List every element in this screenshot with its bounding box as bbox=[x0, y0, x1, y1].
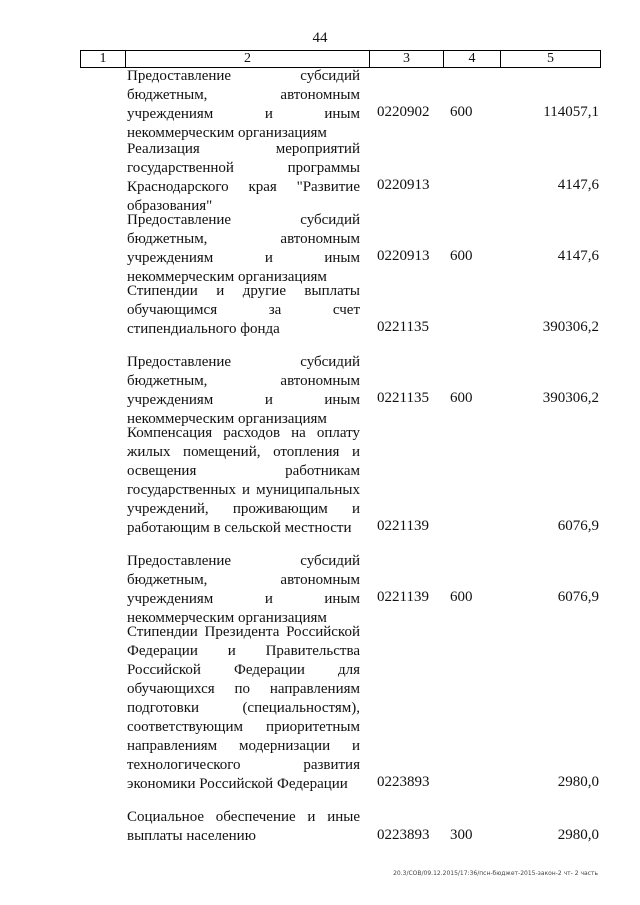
column-header-4: 4 bbox=[444, 51, 501, 67]
row-amount: 4147,6 bbox=[557, 177, 599, 193]
row-description: Предоставление субсидий бюджетным, автономным учреждениям и иным некоммерческим организациям bbox=[127, 212, 360, 285]
table-body bbox=[0, 67, 640, 848]
row-description: Реализация мероприятий государственной программы Краснодарского края "Развитие образования" bbox=[127, 141, 360, 214]
row-amount: 390306,2 bbox=[542, 390, 599, 406]
row-code: 0221139 bbox=[377, 589, 429, 605]
row-amount: 2980,0 bbox=[557, 774, 599, 790]
table-row bbox=[0, 808, 640, 848]
row-expense-type: 600 bbox=[450, 589, 473, 605]
column-header-5: 5 bbox=[547, 51, 554, 66]
row-description: Предоставление субсидий бюджетным, автономным учреждениям и иным некоммерческим организациям bbox=[127, 553, 360, 626]
column-header-2: 2 bbox=[126, 51, 370, 67]
row-code: 0223893 bbox=[377, 774, 430, 790]
row-code: 0223893 bbox=[377, 827, 430, 843]
row-expense-type: 600 bbox=[450, 248, 473, 264]
page-number: 44 bbox=[312, 30, 328, 46]
row-amount: 6076,9 bbox=[557, 589, 599, 605]
row-description: Предоставление субсидий бюджетным, автономным учреждениям и иным некоммерческим организациям bbox=[127, 68, 360, 141]
row-code: 0220902 bbox=[377, 104, 430, 120]
row-description: Стипендии Президента Российской Федерации и Правительства Российской Федерации для обучающихся по направлениям подготовки (специальностям), соответствующим приоритетным направлениям модернизации и технологического развития экономики Российской Федерации bbox=[127, 624, 360, 792]
column-header-1: 1 bbox=[81, 51, 126, 67]
row-code: 0221139 bbox=[377, 518, 429, 534]
table-row bbox=[0, 353, 640, 427]
column-header-3: 3 bbox=[370, 51, 444, 67]
row-code: 0220913 bbox=[377, 248, 430, 264]
table-row bbox=[0, 140, 640, 214]
table-row bbox=[0, 552, 640, 626]
table-row bbox=[0, 623, 640, 796]
row-amount: 2980,0 bbox=[557, 827, 599, 843]
row-amount: 6076,9 bbox=[557, 518, 599, 534]
row-description: Предоставление субсидий бюджетным, автономным учреждениям и иным некоммерческим организациям bbox=[127, 354, 360, 427]
table-row bbox=[0, 67, 640, 141]
row-description: Социальное обеспечение и иные выплаты населению bbox=[127, 809, 360, 844]
row-expense-type: 300 bbox=[450, 827, 473, 843]
row-code: 0221135 bbox=[377, 390, 429, 406]
row-code: 0220913 bbox=[377, 177, 430, 193]
row-code: 0221135 bbox=[377, 319, 429, 335]
table-row bbox=[0, 211, 640, 285]
table-row bbox=[0, 424, 640, 540]
table-row bbox=[0, 282, 640, 341]
row-amount: 114057,1 bbox=[543, 104, 599, 120]
table-header bbox=[80, 50, 601, 68]
row-description: Компенсация расходов на оплату жилых помещений, отопления и освещения работникам государственных и муниципальных учреждений, проживающим и работающим в сельской местности bbox=[127, 425, 360, 536]
row-amount: 390306,2 bbox=[542, 319, 599, 335]
row-description: Стипендии и другие выплаты обучающимся за счет стипендиального фонда bbox=[127, 283, 360, 337]
footer-note: 20.3/СОВ/09.12.2015/17:36/псн-бюджет-2015-закон-2 чт- 2 часть bbox=[393, 870, 598, 877]
row-expense-type: 600 bbox=[450, 104, 473, 120]
row-expense-type: 600 bbox=[450, 390, 473, 406]
row-amount: 4147,6 bbox=[557, 248, 599, 264]
